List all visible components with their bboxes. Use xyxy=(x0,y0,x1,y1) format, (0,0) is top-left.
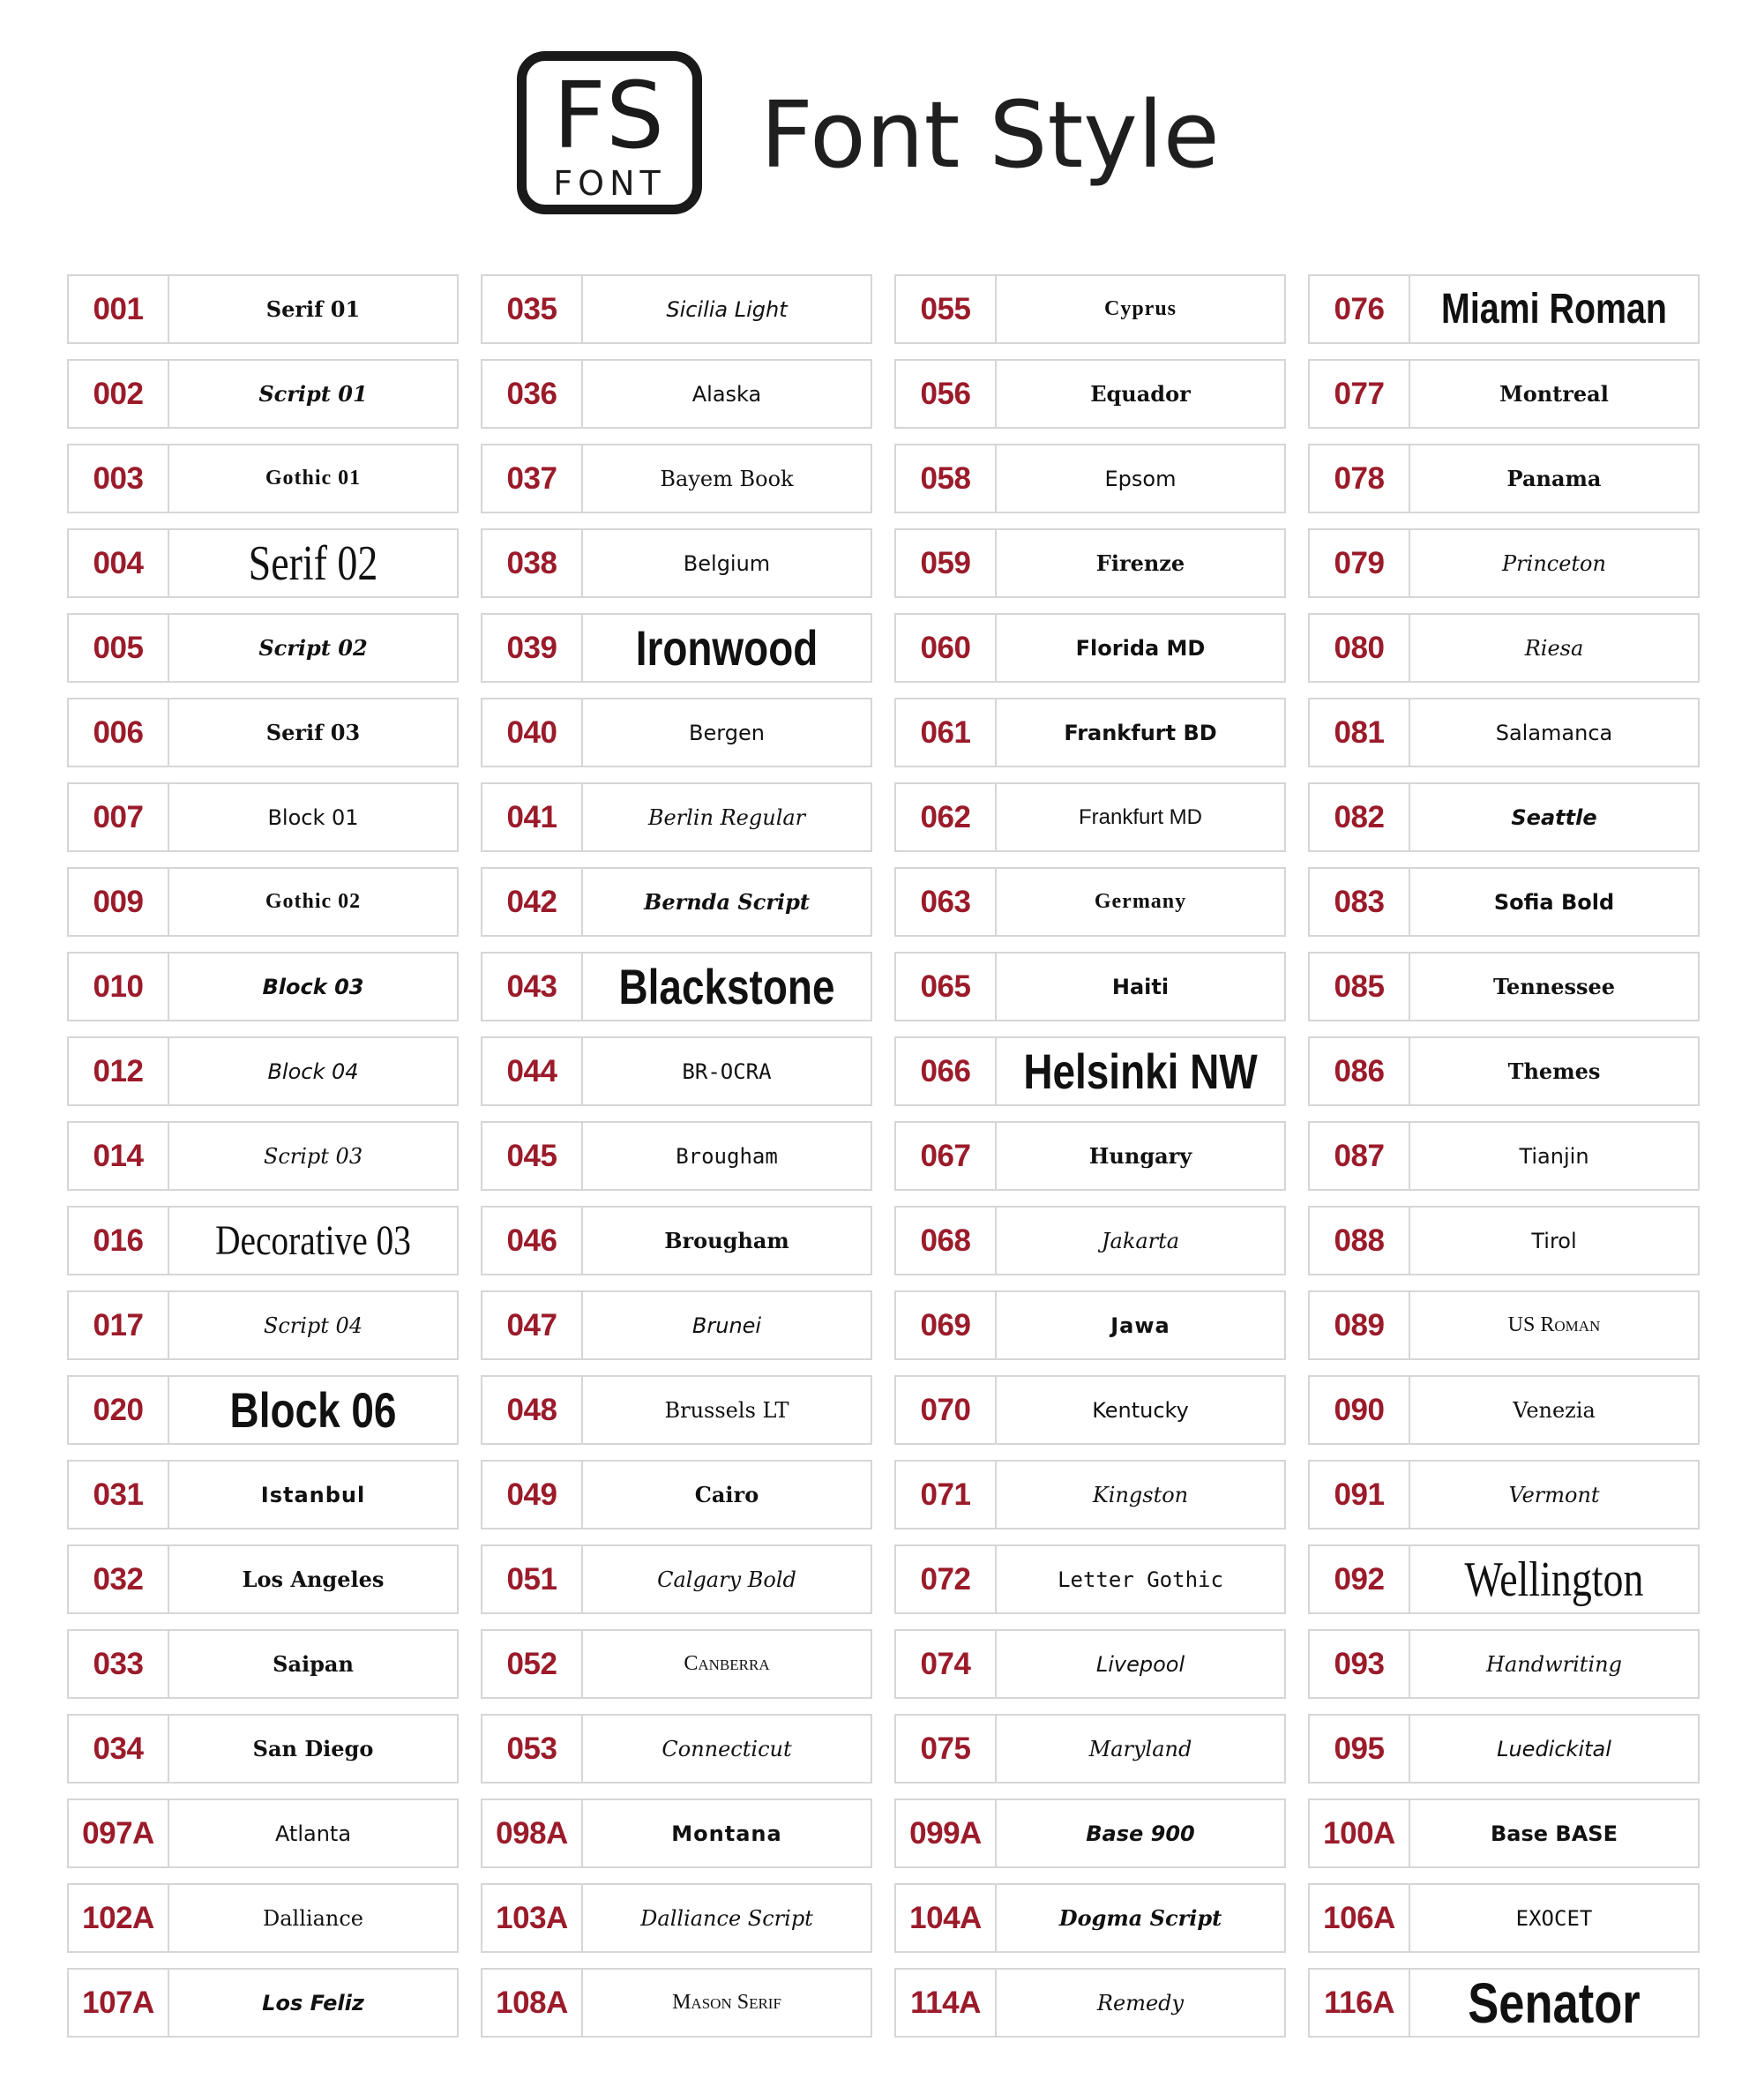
font-sample-name: Kentucky xyxy=(1092,1397,1189,1423)
font-sample-cell xyxy=(894,698,1286,767)
font-sample-cell xyxy=(894,1460,1286,1529)
font-sample-name: Florida MD xyxy=(1075,635,1206,661)
font-sample-name: Serif 02 xyxy=(248,535,378,591)
font-sample-cell xyxy=(67,1121,459,1191)
font-code: 102A xyxy=(69,1885,169,1951)
font-sample-name: Dalliance xyxy=(263,1905,363,1931)
font-sample-name: Themes xyxy=(1507,1058,1601,1084)
font-code: 090 xyxy=(1310,1377,1410,1443)
font-sample-cell xyxy=(481,1290,872,1360)
font-sample-name: EXOCET xyxy=(1515,1905,1593,1931)
font-sample-name: Script 03 xyxy=(263,1143,363,1169)
font-sample-name: San Diego xyxy=(252,1736,374,1761)
font-sample-cell xyxy=(1308,528,1700,598)
font-sample-name: Riesa xyxy=(1524,635,1584,661)
font-sample-cell xyxy=(67,1714,459,1784)
font-sample-name: Bernda Script xyxy=(644,889,810,915)
font-code: 001 xyxy=(69,276,169,342)
font-code: 067 xyxy=(896,1123,997,1189)
font-code: 003 xyxy=(69,445,169,512)
font-sample-cell xyxy=(67,1544,459,1614)
font-code: 038 xyxy=(482,530,583,596)
font-sample-cell xyxy=(67,867,459,937)
font-sample-cell xyxy=(1308,1714,1700,1784)
font-sample-name: Serif 03 xyxy=(265,720,361,745)
font-sample-name: Script 04 xyxy=(263,1312,363,1338)
font-sample-name: Jakarta xyxy=(1101,1228,1180,1253)
font-code: 107A xyxy=(69,1970,169,2036)
font-sample-cell xyxy=(481,1544,872,1614)
font-code: 093 xyxy=(1310,1631,1410,1697)
font-sample-cell xyxy=(1308,359,1700,429)
font-code: 031 xyxy=(69,1462,169,1528)
font-sample-name: Epsom xyxy=(1104,466,1177,491)
font-code: 049 xyxy=(482,1462,583,1528)
font-code: 092 xyxy=(1310,1546,1410,1612)
font-sample-name: Cyprus xyxy=(1103,297,1177,320)
font-code: 077 xyxy=(1310,361,1410,427)
font-sample-cell xyxy=(1308,698,1700,767)
font-sample-cell xyxy=(1308,1121,1700,1191)
font-code: 080 xyxy=(1310,615,1410,681)
font-code: 051 xyxy=(482,1546,583,1612)
font-sample-cell xyxy=(481,1714,872,1784)
font-code: 081 xyxy=(1310,699,1410,766)
font-code: 114A xyxy=(896,1970,997,2036)
font-code: 069 xyxy=(896,1292,997,1358)
header xyxy=(0,0,1764,265)
font-sample-cell xyxy=(67,782,459,852)
font-sample-name: Tianjin xyxy=(1519,1143,1589,1169)
font-sample-cell xyxy=(481,698,872,767)
font-sample-name: Base 900 xyxy=(1086,1821,1195,1846)
font-sample-cell xyxy=(481,782,872,852)
font-sample-name: Sicilia Light xyxy=(666,296,788,322)
font-sample-name: US Roman xyxy=(1507,1313,1601,1336)
font-sample-cell xyxy=(67,698,459,767)
font-sample-name: Brougham xyxy=(676,1143,778,1169)
font-sample-name: Block 04 xyxy=(267,1058,359,1084)
font-sample-cell xyxy=(67,1799,459,1868)
font-sample-cell xyxy=(1308,1968,1700,2038)
font-code: 097A xyxy=(69,1800,169,1866)
font-sample-name: Firenze xyxy=(1095,550,1185,576)
font-sample-name: Blackstone xyxy=(618,959,835,1014)
font-sample-name: Canberra xyxy=(684,1652,770,1675)
font-code: 046 xyxy=(482,1208,583,1274)
font-sample-cell xyxy=(894,1544,1286,1614)
font-sample-cell xyxy=(1308,1290,1700,1360)
font-sample-name: Germany xyxy=(1094,890,1187,913)
font-code: 014 xyxy=(69,1123,169,1189)
font-sample-name: Alaska xyxy=(691,381,762,407)
font-code: 033 xyxy=(69,1631,169,1697)
font-sample-cell xyxy=(1308,867,1700,937)
font-sample-name: Belgium xyxy=(683,550,771,576)
font-code: 010 xyxy=(69,954,169,1020)
font-code: 042 xyxy=(482,869,583,935)
font-sample-cell xyxy=(67,613,459,683)
fs-font-logo xyxy=(517,51,702,214)
font-code: 079 xyxy=(1310,530,1410,596)
font-code: 070 xyxy=(896,1377,997,1443)
font-sample-cell xyxy=(67,1036,459,1106)
font-code: 036 xyxy=(482,361,583,427)
font-sample-name: Block 06 xyxy=(229,1382,397,1438)
font-code: 034 xyxy=(69,1716,169,1782)
font-sample-cell xyxy=(481,1883,872,1953)
font-code: 066 xyxy=(896,1038,997,1104)
font-sample-name: Maryland xyxy=(1088,1736,1192,1761)
font-sample-cell xyxy=(1308,1036,1700,1106)
font-code: 016 xyxy=(69,1208,169,1274)
font-code: 098A xyxy=(482,1800,583,1866)
font-sample-name: Berlin Regular xyxy=(647,804,806,830)
font-code: 039 xyxy=(482,615,583,681)
font-sample-name: Script 01 xyxy=(258,381,368,407)
font-sample-name: Equador xyxy=(1090,381,1191,407)
font-code: 116A xyxy=(1310,1970,1410,2036)
font-code: 076 xyxy=(1310,276,1410,342)
font-code: 086 xyxy=(1310,1038,1410,1104)
font-sample-cell xyxy=(894,444,1286,513)
font-sample-name: Frankfurt MD xyxy=(1078,804,1202,829)
font-sample-cell xyxy=(894,1968,1286,2038)
font-code: 058 xyxy=(896,445,997,512)
font-code: 017 xyxy=(69,1292,169,1358)
font-code: 078 xyxy=(1310,445,1410,512)
font-sample-name: Serif 01 xyxy=(265,296,361,322)
font-sample-cell xyxy=(894,1883,1286,1953)
font-sample-name: Luedickital xyxy=(1497,1736,1611,1761)
font-sample-cell xyxy=(894,528,1286,598)
font-sample-name: Sofia Bold xyxy=(1493,889,1615,915)
font-code: 062 xyxy=(896,784,997,850)
font-sample-cell xyxy=(67,1290,459,1360)
font-code: 006 xyxy=(69,699,169,766)
font-code: 053 xyxy=(482,1716,583,1782)
font-sample-cell xyxy=(481,952,872,1021)
font-sample-name: Block 01 xyxy=(267,804,359,830)
font-code: 108A xyxy=(482,1970,583,2036)
font-code: 065 xyxy=(896,954,997,1020)
font-code: 087 xyxy=(1310,1123,1410,1189)
font-sample-cell xyxy=(67,1375,459,1445)
font-code: 095 xyxy=(1310,1716,1410,1782)
font-sample-name: Panama xyxy=(1506,466,1602,491)
font-sample-cell xyxy=(1308,1544,1700,1614)
font-sample-cell xyxy=(67,1883,459,1953)
font-code: 083 xyxy=(1310,869,1410,935)
font-sample-name: Vermont xyxy=(1508,1482,1600,1507)
font-sample-name: Hungary xyxy=(1088,1143,1192,1169)
logo-font-text: FONT xyxy=(553,164,666,203)
font-code: 041 xyxy=(482,784,583,850)
font-code: 043 xyxy=(482,954,583,1020)
font-sample-cell xyxy=(894,1206,1286,1275)
font-code: 012 xyxy=(69,1038,169,1104)
font-sample-name: BR-OCRA xyxy=(682,1058,772,1084)
font-sample-cell xyxy=(481,613,872,683)
font-code: 056 xyxy=(896,361,997,427)
font-sample-name: Atlanta xyxy=(274,1821,352,1846)
font-code: 055 xyxy=(896,276,997,342)
font-sample-name: Remedy xyxy=(1096,1990,1185,2015)
font-sample-cell xyxy=(894,359,1286,429)
font-sample-name: Livepool xyxy=(1095,1651,1185,1677)
font-sample-name: Gothic 01 xyxy=(265,467,362,490)
font-code: 091 xyxy=(1310,1462,1410,1528)
font-code: 103A xyxy=(482,1885,583,1951)
font-sample-cell xyxy=(67,1968,459,2038)
font-sample-cell xyxy=(894,1290,1286,1360)
font-code: 007 xyxy=(69,784,169,850)
font-sample-cell xyxy=(481,1036,872,1106)
font-sample-cell xyxy=(481,528,872,598)
font-code: 063 xyxy=(896,869,997,935)
font-sample-name: Cairo xyxy=(694,1482,759,1507)
font-sample-name: Tennessee xyxy=(1492,974,1616,999)
font-code: 044 xyxy=(482,1038,583,1104)
font-code: 035 xyxy=(482,276,583,342)
font-sample-cell xyxy=(894,952,1286,1021)
font-sample-cell xyxy=(894,613,1286,683)
font-code: 009 xyxy=(69,869,169,935)
font-code: 005 xyxy=(69,615,169,681)
font-code: 082 xyxy=(1310,784,1410,850)
font-sample-name: Montana xyxy=(671,1821,782,1846)
font-sample-cell xyxy=(481,1629,872,1699)
font-code: 047 xyxy=(482,1292,583,1358)
font-code: 072 xyxy=(896,1546,997,1612)
page-title: Font Style xyxy=(760,81,1220,189)
font-sample-cell xyxy=(481,1968,872,2038)
font-code: 061 xyxy=(896,699,997,766)
font-sample-cell xyxy=(894,1714,1286,1784)
font-sample-name: Handwriting xyxy=(1486,1651,1622,1677)
font-code: 004 xyxy=(69,530,169,596)
font-style-grid xyxy=(67,274,1700,2038)
font-sample-cell xyxy=(894,274,1286,344)
font-sample-name: Los Feliz xyxy=(262,1990,364,2015)
font-sample-cell xyxy=(1308,1883,1700,1953)
font-code: 089 xyxy=(1310,1292,1410,1358)
font-code: 068 xyxy=(896,1208,997,1274)
font-code: 085 xyxy=(1310,954,1410,1020)
font-sample-cell xyxy=(481,444,872,513)
font-sample-name: Ironwood xyxy=(635,620,818,676)
font-sample-cell xyxy=(1308,952,1700,1021)
font-code: 048 xyxy=(482,1377,583,1443)
font-sample-cell xyxy=(1308,1375,1700,1445)
font-sample-name: Salamanca xyxy=(1495,720,1613,745)
font-sample-cell xyxy=(67,1629,459,1699)
font-sample-cell xyxy=(481,1375,872,1445)
font-sample-name: Istanbul xyxy=(260,1482,366,1507)
font-code: 106A xyxy=(1310,1885,1410,1951)
font-sample-cell xyxy=(481,867,872,937)
font-sample-name: Connecticut xyxy=(662,1736,792,1761)
font-sample-cell xyxy=(1308,613,1700,683)
font-sample-cell xyxy=(1308,274,1700,344)
font-sample-name: Seattle xyxy=(1511,804,1597,830)
font-sample-name: Princeton xyxy=(1502,550,1606,576)
font-code: 040 xyxy=(482,699,583,766)
font-sample-cell xyxy=(894,1629,1286,1699)
font-sample-name: Script 02 xyxy=(258,635,368,661)
font-code: 071 xyxy=(896,1462,997,1528)
logo-fs-text: FS xyxy=(552,62,666,169)
font-code: 045 xyxy=(482,1123,583,1189)
font-sample-name: Venezia xyxy=(1513,1397,1596,1423)
font-sample-cell xyxy=(894,1799,1286,1868)
font-code: 037 xyxy=(482,445,583,512)
font-sample-name: Haiti xyxy=(1111,974,1170,999)
font-sample-cell xyxy=(67,274,459,344)
font-sample-name: Base BASE xyxy=(1491,1821,1618,1846)
font-sample-cell xyxy=(1308,444,1700,513)
font-sample-cell xyxy=(1308,782,1700,852)
font-sample-name: Block 03 xyxy=(262,974,364,999)
font-sample-cell xyxy=(894,1375,1286,1445)
font-sample-name: Bayem Book xyxy=(660,466,794,491)
font-sample-cell xyxy=(1308,1460,1700,1529)
font-sample-cell xyxy=(67,444,459,513)
font-code: 088 xyxy=(1310,1208,1410,1274)
font-sample-cell xyxy=(1308,1629,1700,1699)
font-code: 020 xyxy=(69,1377,169,1443)
font-code: 075 xyxy=(896,1716,997,1782)
font-sample-name: Mason Serif xyxy=(672,1991,781,2014)
font-sample-cell xyxy=(894,782,1286,852)
font-sample-name: Kingston xyxy=(1092,1482,1189,1507)
font-sample-name: Letter Gothic xyxy=(1058,1567,1223,1592)
font-sample-name: Miami Roman xyxy=(1441,286,1667,333)
font-sample-cell xyxy=(67,1206,459,1275)
font-sample-name: Wellington xyxy=(1464,1552,1644,1607)
font-code: 059 xyxy=(896,530,997,596)
font-sample-name: Jawa xyxy=(1110,1312,1170,1338)
font-sample-cell xyxy=(481,1121,872,1191)
font-sample-cell xyxy=(481,274,872,344)
font-sample-name: Saipan xyxy=(273,1651,354,1677)
font-sample-cell xyxy=(481,1460,872,1529)
font-code: 099A xyxy=(896,1800,997,1866)
font-code: 104A xyxy=(896,1885,997,1951)
font-sample-name: Dogma Script xyxy=(1058,1905,1222,1931)
font-sample-cell xyxy=(1308,1206,1700,1275)
font-sample-cell xyxy=(1308,1799,1700,1868)
font-sample-name: Montreal xyxy=(1499,381,1609,407)
font-sample-name: Bergen xyxy=(689,720,765,745)
font-code: 060 xyxy=(896,615,997,681)
font-sample-cell xyxy=(894,867,1286,937)
font-code: 002 xyxy=(69,361,169,427)
font-sample-cell xyxy=(67,1460,459,1529)
font-sample-cell xyxy=(481,1799,872,1868)
font-sample-cell xyxy=(894,1036,1286,1106)
font-sample-name: Helsinki NW xyxy=(1023,1043,1258,1099)
font-sample-name: Los Angeles xyxy=(242,1567,385,1592)
font-sample-name: Brougham xyxy=(664,1228,789,1253)
font-sample-cell xyxy=(67,528,459,598)
font-sample-name: Brussels LT xyxy=(664,1397,789,1423)
font-code: 032 xyxy=(69,1546,169,1612)
font-sample-cell xyxy=(481,359,872,429)
font-sample-name: Dalliance Script xyxy=(640,1905,813,1931)
font-sample-name: Brunei xyxy=(691,1312,762,1338)
font-code: 052 xyxy=(482,1631,583,1697)
font-sample-name: Frankfurt BD xyxy=(1064,720,1217,745)
font-code: 074 xyxy=(896,1631,997,1697)
font-sample-cell xyxy=(894,1121,1286,1191)
font-sample-name: Calgary Bold xyxy=(657,1567,796,1592)
font-sample-name: Decorative 03 xyxy=(215,1217,411,1264)
font-sample-name: Senator xyxy=(1468,1971,1641,2035)
font-sample-cell xyxy=(67,952,459,1021)
font-sample-cell xyxy=(67,359,459,429)
font-sample-name: Gothic 02 xyxy=(265,890,362,913)
font-code: 100A xyxy=(1310,1800,1410,1866)
font-sample-cell xyxy=(481,1206,872,1275)
font-sample-name: Tirol xyxy=(1531,1228,1577,1253)
